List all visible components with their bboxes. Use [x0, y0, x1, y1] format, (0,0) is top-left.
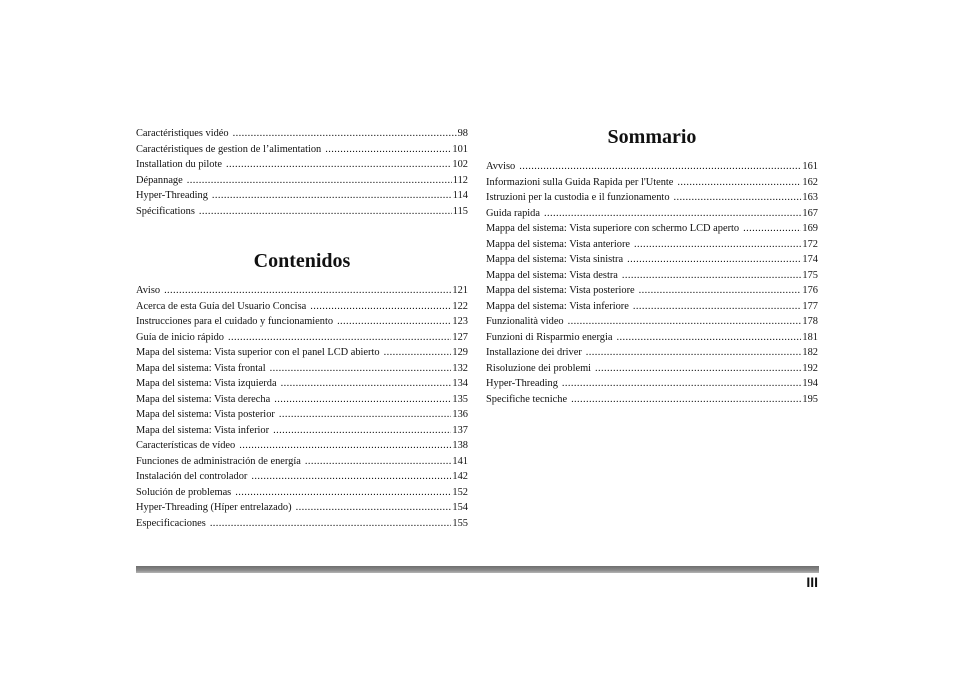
toc-dot-leader: [296, 500, 452, 516]
toc-entry-title: Instalación del controlador: [136, 471, 248, 482]
italian-toc-list: [486, 159, 818, 407]
toc-entry-page-number: 175: [802, 269, 818, 281]
toc-entry-page-number: 152: [452, 486, 468, 498]
toc-dot-leader: [627, 252, 801, 268]
toc-entry-title: Mapa del sistema: Vista posterior: [136, 409, 275, 420]
toc-entry-page-number: 162: [802, 176, 818, 188]
toc-entry[interactable]: [486, 376, 818, 392]
toc-entry-title: Mappa del sistema: Vista inferiore: [486, 300, 629, 312]
toc-entry-title: Risoluzione dei problemi: [486, 362, 592, 374]
toc-dot-leader: [617, 330, 802, 346]
toc-dot-leader: [634, 237, 801, 253]
toc-entry[interactable]: [136, 361, 468, 377]
toc-entry[interactable]: [136, 299, 468, 315]
toc-dot-leader: [633, 299, 802, 315]
toc-entry-title: Mapa del sistema: Vista derecha: [136, 393, 271, 405]
toc-dot-leader: [235, 485, 451, 501]
toc-entry[interactable]: [486, 175, 818, 191]
toc-dot-leader: [239, 438, 451, 454]
sommario-heading: Sommario: [607, 126, 697, 148]
toc-entry[interactable]: [136, 314, 468, 330]
toc-entry-page-number: 167: [802, 207, 818, 219]
toc-dot-leader: [562, 376, 801, 392]
toc-entry[interactable]: [136, 454, 468, 470]
toc-dot-leader: [674, 190, 802, 206]
toc-entry-page-number: 174: [802, 254, 818, 265]
toc-dot-leader: [251, 469, 451, 485]
toc-entry[interactable]: [486, 268, 818, 284]
toc-entry[interactable]: [486, 392, 818, 408]
toc-entry-page-number: 178: [802, 316, 818, 327]
toc-dot-leader: [337, 314, 451, 330]
toc-entry-title: Hyper-Threading: [136, 190, 208, 201]
toc-dot-leader: [233, 126, 457, 142]
toc-dot-leader: [226, 157, 451, 173]
left-column: [136, 126, 468, 531]
toc-entry-page-number: 134: [452, 378, 468, 389]
toc-entry-page-number: 182: [802, 347, 818, 358]
toc-entry[interactable]: [136, 330, 468, 346]
toc-entry[interactable]: [136, 485, 468, 501]
toc-entry[interactable]: [136, 188, 468, 204]
toc-entry[interactable]: [486, 237, 818, 253]
toc-entry-page-number: 176: [802, 285, 818, 296]
toc-entry-page-number: 135: [452, 393, 468, 405]
toc-entry-title: Acerca de esta Guía del Usuario Concisa: [136, 300, 307, 312]
toc-entry-page-number: 122: [452, 300, 468, 312]
toc-entry-title: Mapa del sistema: Vista frontal: [136, 362, 266, 374]
toc-entry-page-number: 181: [802, 331, 818, 343]
toc-entry[interactable]: [486, 252, 818, 268]
toc-dot-leader: [274, 392, 451, 408]
toc-entry-title: Mappa del sistema: Vista sinistra: [486, 254, 624, 265]
toc-entry-page-number: 129: [452, 347, 468, 358]
toc-entry-title: Installation du pilote: [136, 159, 222, 170]
toc-entry-page-number: 136: [452, 409, 468, 420]
toc-entry-title: Caractéristiques vidéo: [136, 128, 229, 139]
toc-entry[interactable]: [486, 190, 818, 206]
toc-entry-title: Aviso: [136, 285, 161, 296]
toc-entry[interactable]: [136, 283, 468, 299]
toc-entry-page-number: 114: [452, 190, 468, 201]
toc-dot-leader: [571, 392, 801, 408]
toc-dot-leader: [210, 516, 452, 532]
toc-entry[interactable]: [486, 299, 818, 315]
toc-entry[interactable]: [486, 314, 818, 330]
toc-entry[interactable]: [486, 159, 818, 175]
toc-entry[interactable]: [136, 407, 468, 423]
toc-dot-leader: [743, 221, 801, 237]
toc-dot-leader: [544, 206, 801, 222]
toc-entry-page-number: 121: [452, 285, 468, 296]
toc-entry-title: Spécifications: [136, 205, 195, 217]
toc-entry-page-number: 177: [802, 300, 818, 312]
toc-entry-page-number: 132: [452, 362, 468, 374]
toc-entry-title: Mappa del sistema: Vista posteriore: [486, 285, 635, 296]
toc-entry-title: Caractéristiques de gestion de l’alimentation: [136, 143, 322, 155]
toc-entry-title: Mappa del sistema: Vista superiore con schermo LCD aperto: [486, 223, 740, 234]
toc-entry-title: Características de vídeo: [136, 440, 236, 451]
toc-dot-leader: [568, 314, 802, 330]
toc-entry-title: Mapa del sistema: Vista inferior: [136, 424, 270, 436]
toc-entry[interactable]: [486, 330, 818, 346]
toc-entry-title: Mappa del sistema: Vista destra: [486, 269, 618, 281]
toc-entry-page-number: 98: [457, 128, 468, 139]
toc-entry[interactable]: [136, 157, 468, 173]
toc-entry-page-number: 102: [452, 159, 468, 170]
toc-dot-leader: [310, 299, 451, 315]
toc-entry-title: Funciones de administración de energía: [136, 455, 301, 467]
toc-entry-title: Funzionalità video: [486, 316, 564, 327]
toc-entry[interactable]: [486, 206, 818, 222]
toc-entry[interactable]: [136, 142, 468, 158]
toc-entry-page-number: 138: [452, 440, 468, 451]
toc-entry-title: Istruzioni per la custodia e il funzionamento: [486, 192, 670, 203]
toc-entry-page-number: 115: [452, 205, 468, 217]
toc-dot-leader: [677, 175, 801, 191]
toc-entry-page-number: 192: [802, 362, 818, 374]
toc-entry[interactable]: [136, 423, 468, 439]
toc-entry-title: Dépannage: [136, 174, 183, 186]
toc-dot-leader: [325, 142, 451, 158]
toc-entry-page-number: 127: [452, 331, 468, 343]
footer-rule: [136, 566, 819, 573]
toc-entry[interactable]: [486, 345, 818, 361]
toc-entry-page-number: 123: [452, 316, 468, 327]
toc-entry-page-number: 195: [802, 393, 818, 405]
spanish-toc-list: [136, 283, 468, 531]
toc-dot-leader: [384, 345, 452, 361]
contenidos-heading: Contenidos: [253, 250, 351, 272]
toc-entry-page-number: 194: [802, 378, 818, 389]
toc-dot-leader: [270, 361, 452, 377]
toc-entry[interactable]: [136, 516, 468, 532]
toc-entry[interactable]: [486, 283, 818, 299]
toc-entry-title: Especificaciones: [136, 517, 206, 529]
toc-entry[interactable]: [136, 173, 468, 189]
toc-entry-page-number: 112: [452, 174, 468, 186]
toc-entry[interactable]: [136, 500, 468, 516]
toc-entry[interactable]: [136, 345, 468, 361]
toc-entry-title: Mapa del sistema: Vista izquierda: [136, 378, 277, 389]
toc-entry-page-number: 154: [452, 502, 468, 513]
right-column: [486, 126, 818, 407]
toc-dot-leader: [639, 283, 802, 299]
toc-dot-leader: [164, 283, 451, 299]
toc-dot-leader: [228, 330, 451, 346]
toc-dot-leader: [586, 345, 802, 361]
toc-dot-leader: [212, 188, 452, 204]
toc-entry-page-number: 142: [452, 471, 468, 482]
toc-entry[interactable]: [136, 376, 468, 392]
toc-entry-title: Hyper-Threading: [486, 378, 558, 389]
toc-entry[interactable]: [136, 204, 468, 220]
toc-entry-page-number: 161: [802, 161, 818, 172]
toc-entry-title: Hyper-Threading (Híper entrelazado): [136, 502, 292, 513]
toc-entry-title: Funzioni di Risparmio energia: [486, 331, 613, 343]
toc-entry-title: Instrucciones para el cuidado y funcionamiento: [136, 316, 334, 327]
toc-entry-title: Mapa del sistema: Vista superior con el panel LCD abierto: [136, 347, 380, 358]
toc-dot-leader: [199, 204, 452, 220]
toc-entry-page-number: 101: [452, 143, 468, 155]
toc-entry-page-number: 141: [452, 455, 468, 467]
toc-dot-leader: [519, 159, 801, 175]
toc-entry-title: Specifiche tecniche: [486, 393, 568, 405]
toc-entry-title: Avviso: [486, 161, 516, 172]
toc-entry-page-number: 172: [802, 238, 818, 250]
toc-entry-page-number: 163: [802, 192, 818, 203]
toc-dot-leader: [305, 454, 452, 470]
toc-entry-title: Installazione dei driver: [486, 347, 582, 358]
toc-dot-leader: [273, 423, 451, 439]
toc-entry-title: Guida rapida: [486, 207, 540, 219]
toc-entry[interactable]: [486, 221, 818, 237]
toc-entry-page-number: 169: [802, 223, 818, 234]
toc-entry-title: Informazioni sulla Guida Rapida per l'Utente: [486, 176, 674, 188]
french-toc-list: [136, 126, 468, 219]
toc-entry[interactable]: [136, 392, 468, 408]
toc-dot-leader: [187, 173, 452, 189]
toc-entry-title: Guía de inicio rápido: [136, 331, 225, 343]
toc-entry[interactable]: [136, 438, 468, 454]
toc-entry-page-number: 137: [452, 424, 468, 436]
toc-dot-leader: [595, 361, 801, 377]
toc-dot-leader: [279, 407, 452, 423]
toc-entry[interactable]: [136, 469, 468, 485]
toc-entry[interactable]: [136, 126, 468, 142]
toc-entry-page-number: 155: [452, 517, 468, 529]
toc-entry-title: Solución de problemas: [136, 486, 232, 498]
page-number: III: [806, 574, 818, 590]
toc-entry[interactable]: [486, 361, 818, 377]
toc-entry-title: Mappa del sistema: Vista anteriore: [486, 238, 631, 250]
toc-dot-leader: [622, 268, 801, 284]
toc-dot-leader: [281, 376, 452, 392]
